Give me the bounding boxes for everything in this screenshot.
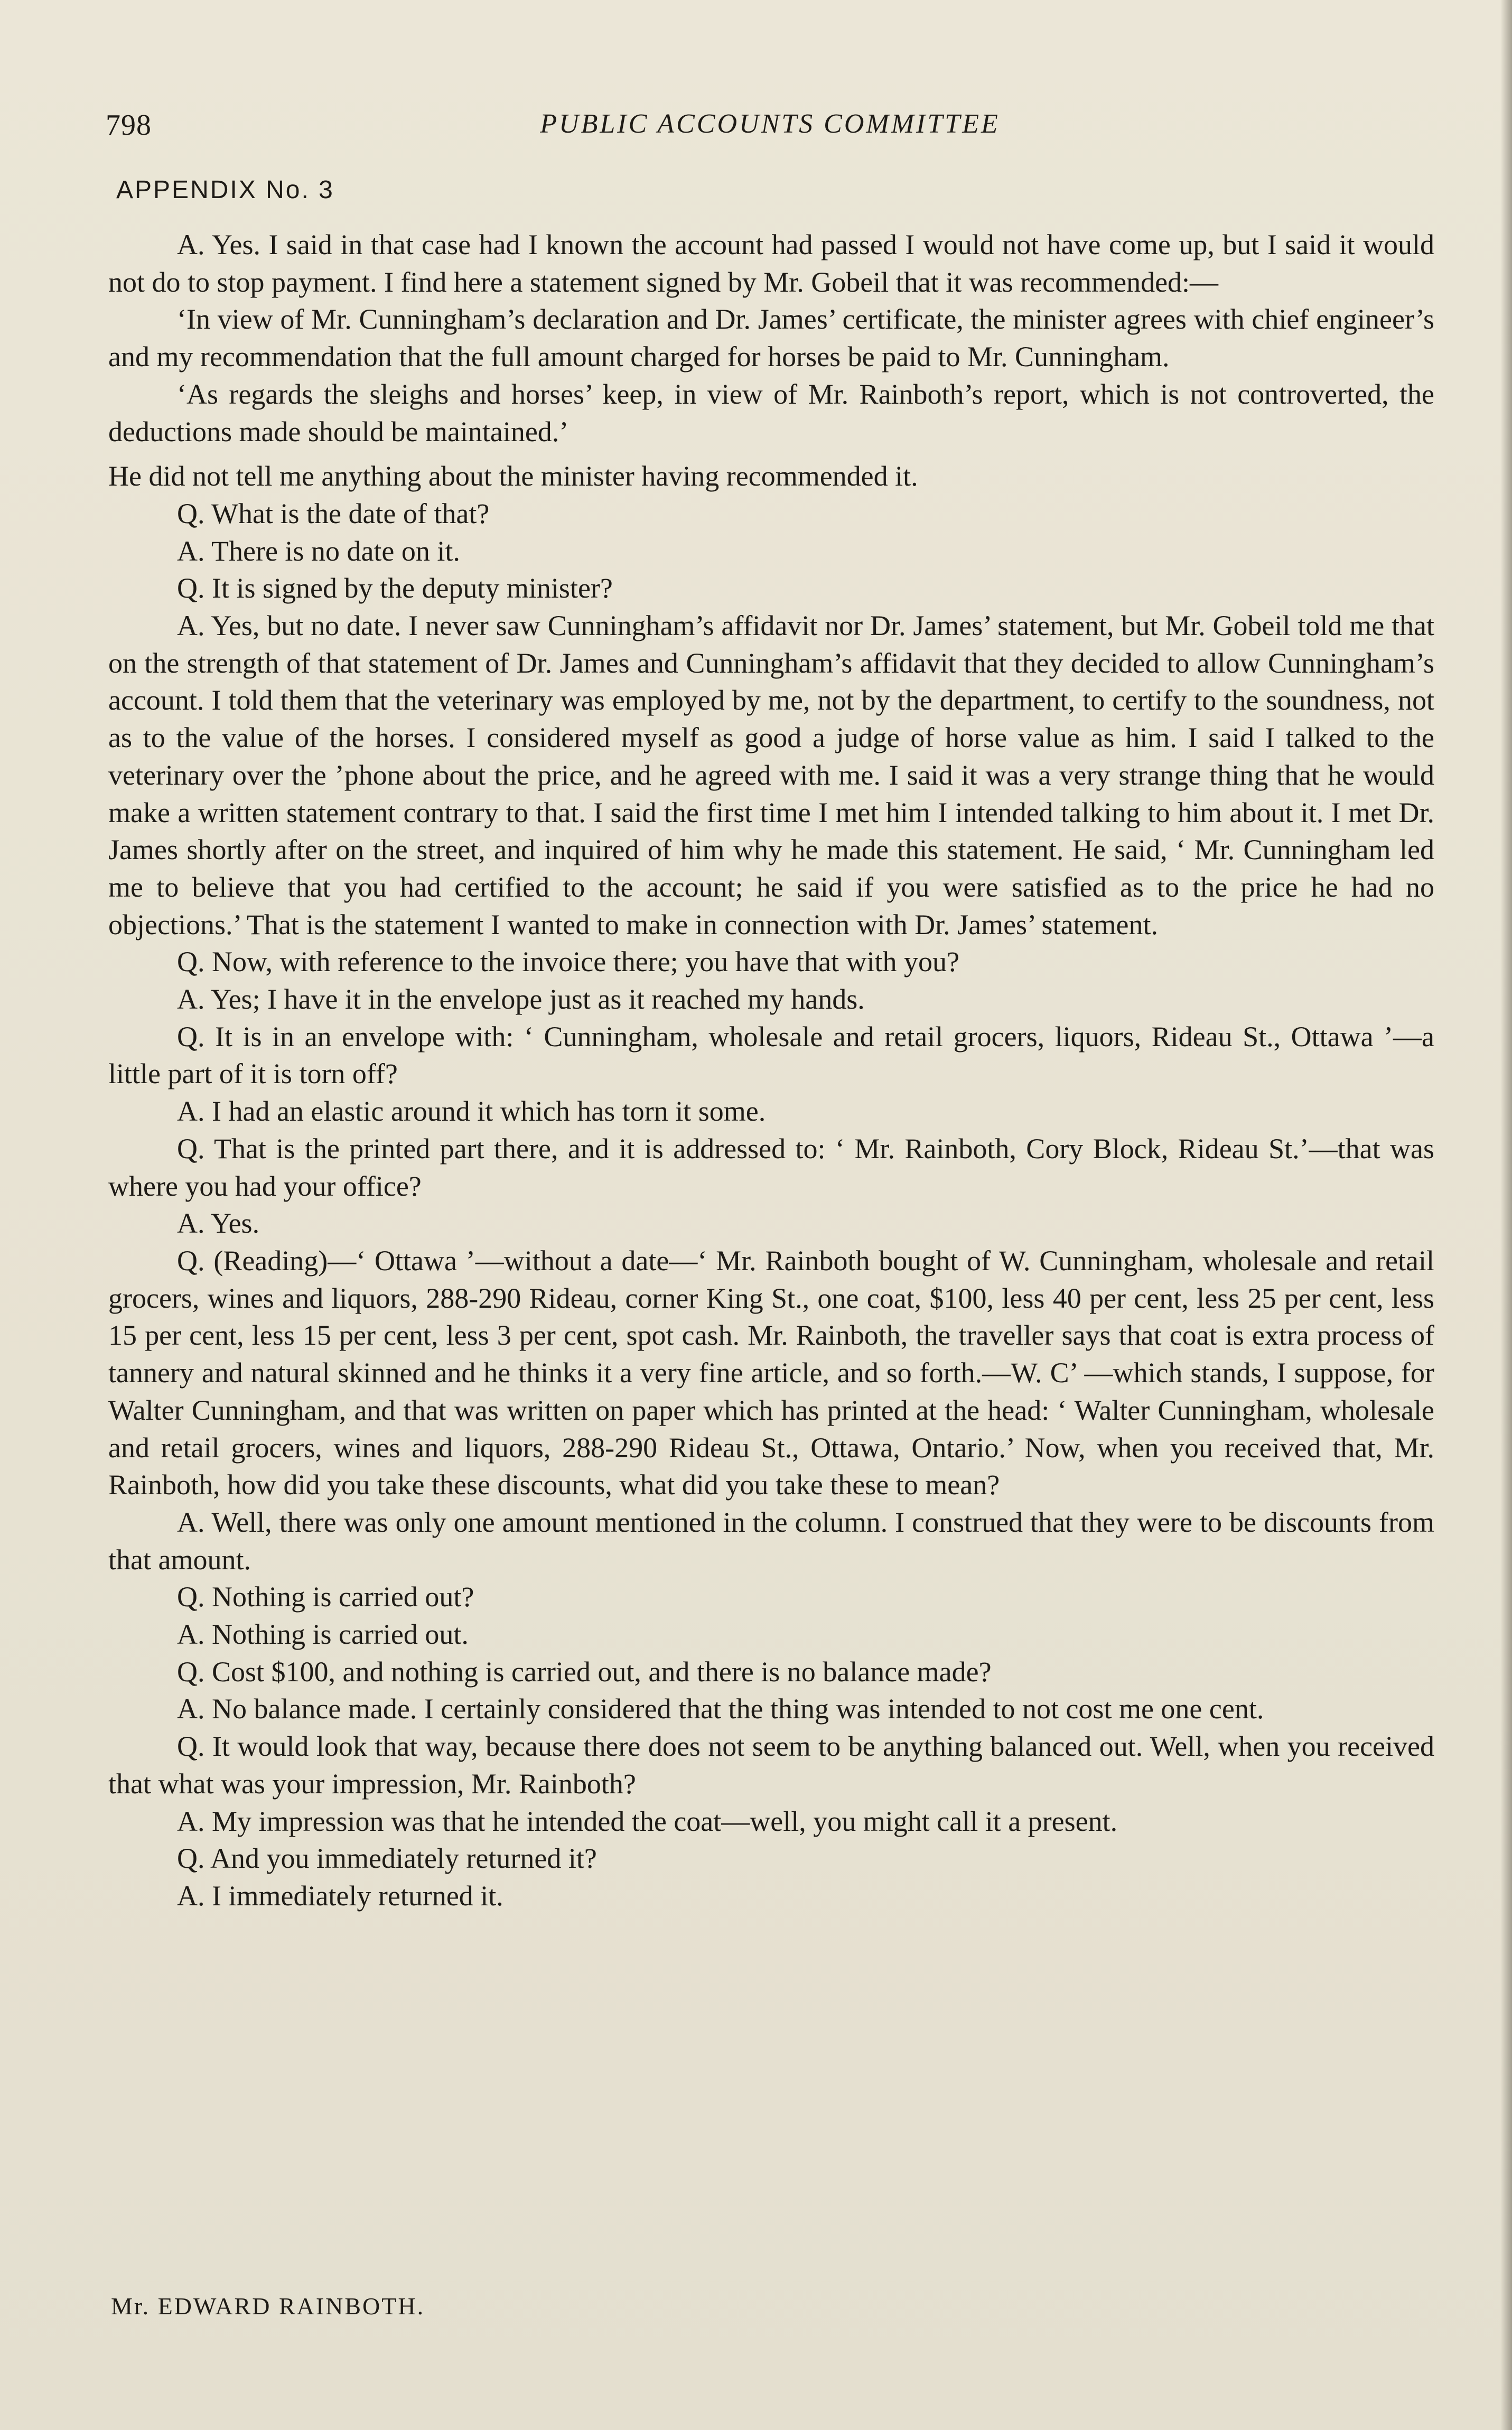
paragraph-question: Q. That is the printed part there, and it is addressed to: ‘ Mr. Rainboth, Cory Block, Rideau St.’—that was where you had your office? [108, 1132, 1434, 1202]
paragraph-question: Q. (Reading)—‘ Ottawa ’—without a date—‘ Mr. Rainboth bought of W. Cunningham, wholesale and retail grocers, wines and liquors, 288-290 Rideau, corner King St., one coat, $100, less 40 per cent, less 25 per cent, less 15 per cent, less 15 per cent, less 3 per cent, spot cash. Mr. Rainboth, the traveller says that coat is extra process of tannery and natural skinned and he thinks it a very fine article, and so forth.—W. C’ —which stands, I suppose, for Walter Cunningham, and that was written on paper which has printed at the head: ‘ Walter Cunningham, wholesale and retail grocers, wines and liquors, 288-290 Rideau St., Ottawa, Ontario.’ Now, when you received that, Mr. Rainboth, how did you take these discounts, what did you take these to mean? [108, 1244, 1434, 1501]
paragraph-answer: A. Nothing is carried out. [177, 1618, 469, 1651]
paragraph-answer: A. Yes, but no date. I never saw Cunningham’s affidavit nor Dr. James’ statement, but Mr. Gobeil told me that on the strength of that statement of Dr. James and Cunningham’s affidavit that they decided to allow Cunningham’s account. I told them that the veterinary was employed by me, not by the department, to certify to the soundness, not as to the value of the horses. I considered myself as good a judge of horse value as him. I said I talked to the veterinary over the ’phone about the price, and he agreed with me. I said it was a very strange thing that he would make a written statement contrary to that. I said the first time I met him I intended talking to him about it. I met Dr. James shortly after on the street, and inquired of him why he made this statement. He said, ‘ Mr. Cunningham led me to believe that you had certified to the account; he said if you were satisfied as to the price he had no objections.’ That is the statement I wanted to make in connection with Dr. James’ statement. [108, 610, 1434, 941]
paragraph-quote: ‘In view of Mr. Cunningham’s declaration and Dr. James’ certificate, the minister agrees with chief engineer’s and my recommendation that the full amount charged for horses be paid to Mr. Cunningham. [108, 303, 1434, 373]
paragraph-question: Q. What is the date of that? [177, 497, 490, 529]
paragraph-narrative: He did not tell me anything about the minister having recommended it. [108, 460, 918, 492]
paragraph-answer: A. No balance made. I certainly considered that the thing was intended to not cost me one cent. [177, 1693, 1264, 1725]
paragraph-answer: A. I immediately returned it. [177, 1879, 503, 1912]
page-edge-shadow [1500, 0, 1512, 2430]
paragraph-answer: A. Yes. I said in that case had I known the account had passed I would not have come up, but I said it would not do to stop payment. I find here a statement signed by Mr. Gobeil that it was recommended:— [108, 229, 1434, 298]
page-number: 798 [106, 109, 152, 142]
paragraph-question: Q. It is signed by the deputy minister? [177, 572, 613, 604]
paragraph-question: Q. And you immediately returned it? [177, 1842, 597, 1875]
speaker-footer: Mr. EDWARD RAINBOTH. [111, 2293, 425, 2320]
paragraph-answer: A. Well, there was only one amount mentioned in the column. I construed that they were to be discounts from that amount. [108, 1506, 1434, 1576]
paragraph-answer: A. My impression was that he intended the coat—well, you might call it a present. [177, 1805, 1118, 1837]
paragraph-question: Q. It would look that way, because there does not seem to be anything balanced out. Well, when you received that what was your impression, Mr. Rainboth? [108, 1730, 1434, 1800]
paragraph-answer: A. Yes; I have it in the envelope just as it reached my hands. [177, 983, 865, 1016]
paragraph-quote: ‘As regards the sleighs and horses’ keep, in view of Mr. Rainboth’s report, which is not controverted, the deductions made should be maintained.’ [108, 378, 1434, 448]
paragraph-question: Q. Now, with reference to the invoice there; you have that with you? [177, 946, 959, 978]
page-header [106, 108, 1434, 151]
paragraph-question: Q. It is in an envelope with: ‘ Cunningham, wholesale and retail grocers, liquors, Rideau St., Ottawa ’—a little part of it is torn off? [108, 1020, 1434, 1090]
appendix-label: APPENDIX No. 3 [116, 176, 334, 204]
paragraph-question: Q. Nothing is carried out? [177, 1581, 474, 1613]
paragraph-answer: A. I had an elastic around it which has torn it some. [177, 1095, 766, 1128]
paragraph-answer: A. There is no date on it. [177, 535, 460, 567]
paragraph-question: Q. Cost $100, and nothing is carried out, and there is no balance made? [177, 1655, 992, 1688]
body-text [108, 226, 1434, 1915]
running-title: PUBLIC ACCOUNTS COMMITTEE [540, 109, 1000, 139]
paragraph-answer: A. Yes. [177, 1207, 260, 1240]
